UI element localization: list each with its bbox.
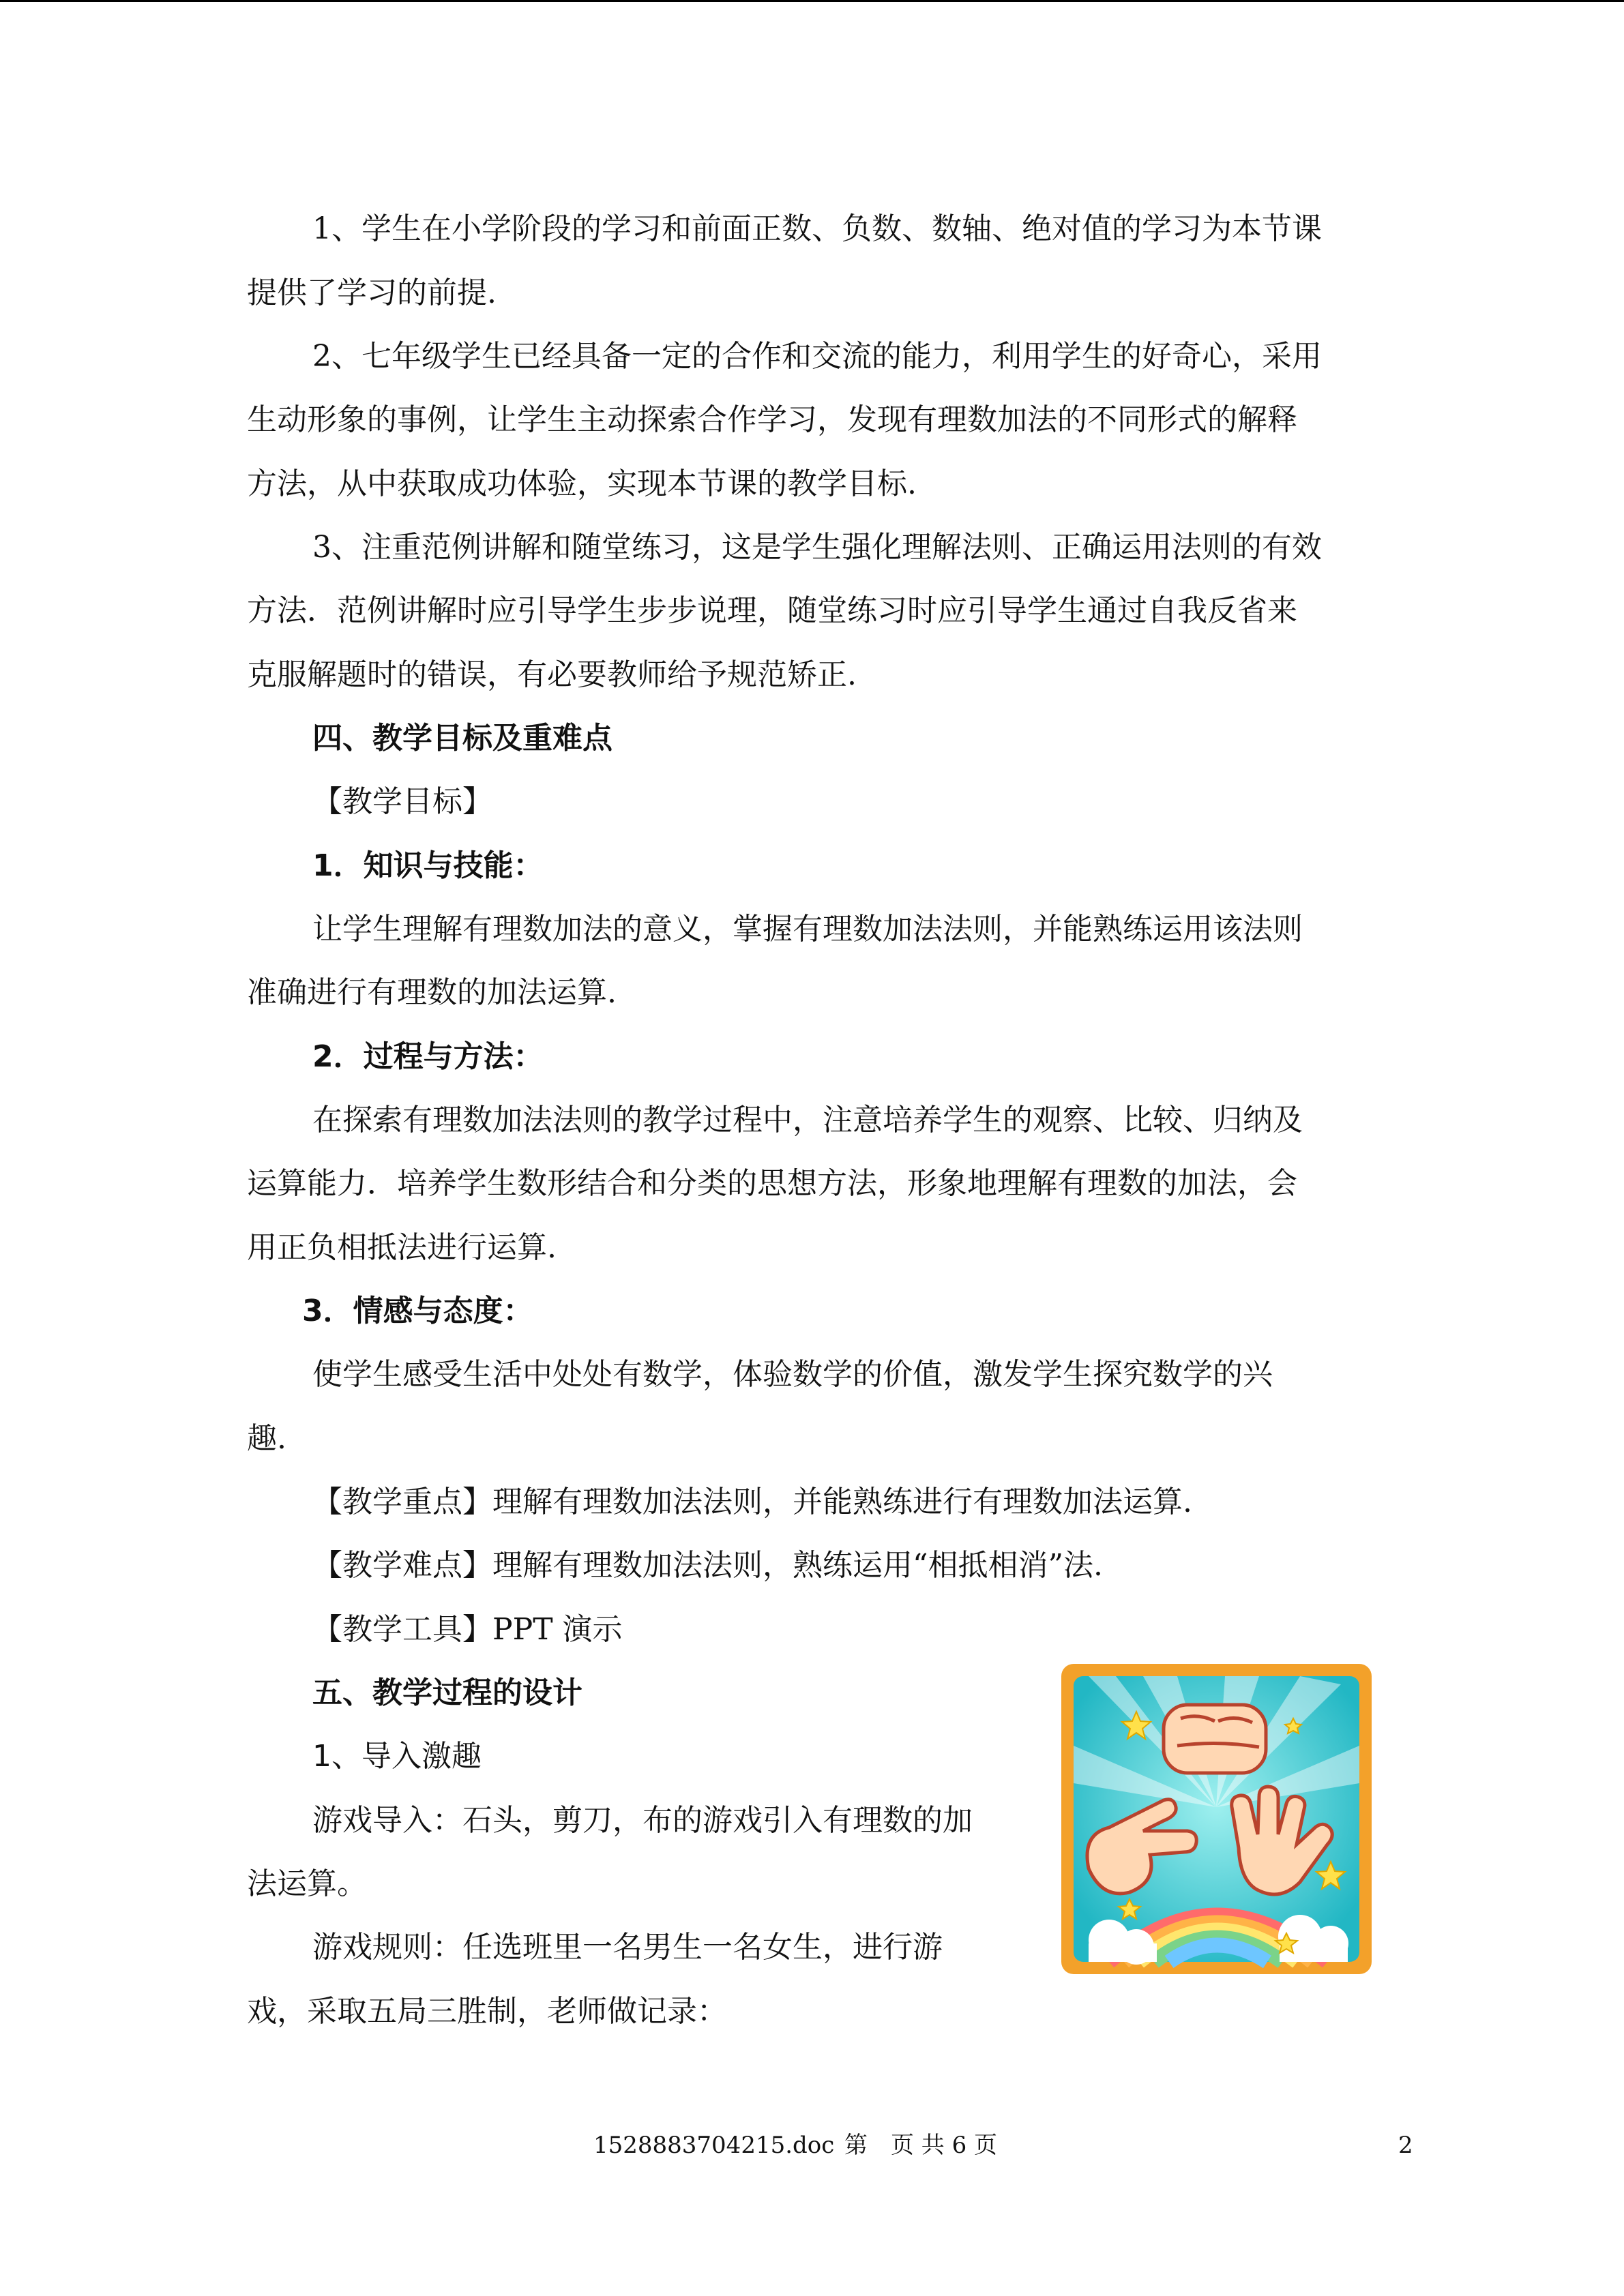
goal-2-line-3: 用正负相抵法进行运算.	[247, 1230, 557, 1265]
goal-1-heading: 1．知识与技能：	[312, 848, 544, 883]
goal-1-line-1: 让学生理解有理数加法的意义，掌握有理数加法法则，并能熟练运用该法则	[312, 912, 1303, 946]
intro-line-1: 游戏导入：石头，剪刀，布的游戏引入有理数的加	[312, 1803, 973, 1838]
goal-2-line-2: 运算能力．培养学生数形结合和分类的思想方法，形象地理解有理数的加法，会	[247, 1166, 1297, 1201]
page-top-border	[0, 0, 1624, 2]
goal-2-heading: 2．过程与方法：	[312, 1039, 544, 1074]
teaching-goals-label: 【教学目标】	[312, 784, 492, 819]
goal-3-line-1: 使学生感受生活中处处有数学，体验数学的价值，激发学生探究数学的兴	[312, 1357, 1273, 1392]
paragraph-2-line-1: 2、七年级学生已经具备一定的合作和交流的能力，利用学生的好奇心，采用	[312, 339, 1322, 374]
goal-2-line-1: 在探索有理数加法法则的教学过程中，注意培养学生的观察、比较、归纳及	[312, 1103, 1303, 1137]
paragraph-1-line-1: 1、学生在小学阶段的学习和前面正数、负数、数轴、绝对值的学习为本节课	[312, 211, 1322, 246]
rock-paper-scissors-icon	[1061, 1664, 1372, 1974]
footer-page-number: 2	[1398, 2132, 1413, 2159]
paragraph-2-line-3: 方法，从中获取成功体验，实现本节课的教学目标.	[247, 466, 917, 501]
rules-line-2: 戏，采取五局三胜制，老师做记录：	[247, 1994, 727, 2029]
section-4-heading: 四、教学目标及重难点	[312, 721, 612, 756]
footer-filename: 1528883704215.doc	[593, 2132, 835, 2159]
goal-3-heading: 3．情感与态度：	[302, 1294, 533, 1328]
rules-line-1: 游戏规则：任选班里一名男生一名女生，进行游	[312, 1930, 943, 1965]
paragraph-3-line-3: 克服解题时的错误，有必要教师给予规范矫正.	[247, 657, 857, 692]
paragraph-3-line-1: 3、注重范例讲解和随堂练习，这是学生强化理解法则、正确运用法则的有效	[312, 530, 1322, 565]
paragraph-3-line-2: 方法．范例讲解时应引导学生步步说理，随堂练习时应引导学生通过自我反省来	[247, 593, 1297, 628]
intro-heading: 1、导入激趣	[312, 1739, 482, 1774]
rock-paper-scissors-image	[1061, 1664, 1372, 1974]
section-5-heading: 五、教学过程的设计	[312, 1675, 582, 1710]
teaching-tools: 【教学工具】PPT 演示	[312, 1612, 623, 1647]
intro-line-2: 法运算。	[247, 1866, 367, 1901]
paragraph-1-line-2: 提供了学习的前提.	[247, 275, 497, 310]
paragraph-2-line-2: 生动形象的事例，让学生主动探索合作学习，发现有理数加法的不同形式的解释	[247, 402, 1297, 437]
key-point: 【教学重点】理解有理数加法法则，并能熟练进行有理数加法运算.	[312, 1485, 1192, 1519]
difficult-point: 【教学难点】理解有理数加法法则，熟练运用“相抵相消”法.	[312, 1548, 1103, 1583]
goal-1-line-2: 准确进行有理数的加法运算.	[247, 975, 617, 1010]
footer-page-label: 第 页 共 6 页	[844, 2132, 998, 2159]
goal-3-line-2: 趣.	[247, 1421, 286, 1456]
